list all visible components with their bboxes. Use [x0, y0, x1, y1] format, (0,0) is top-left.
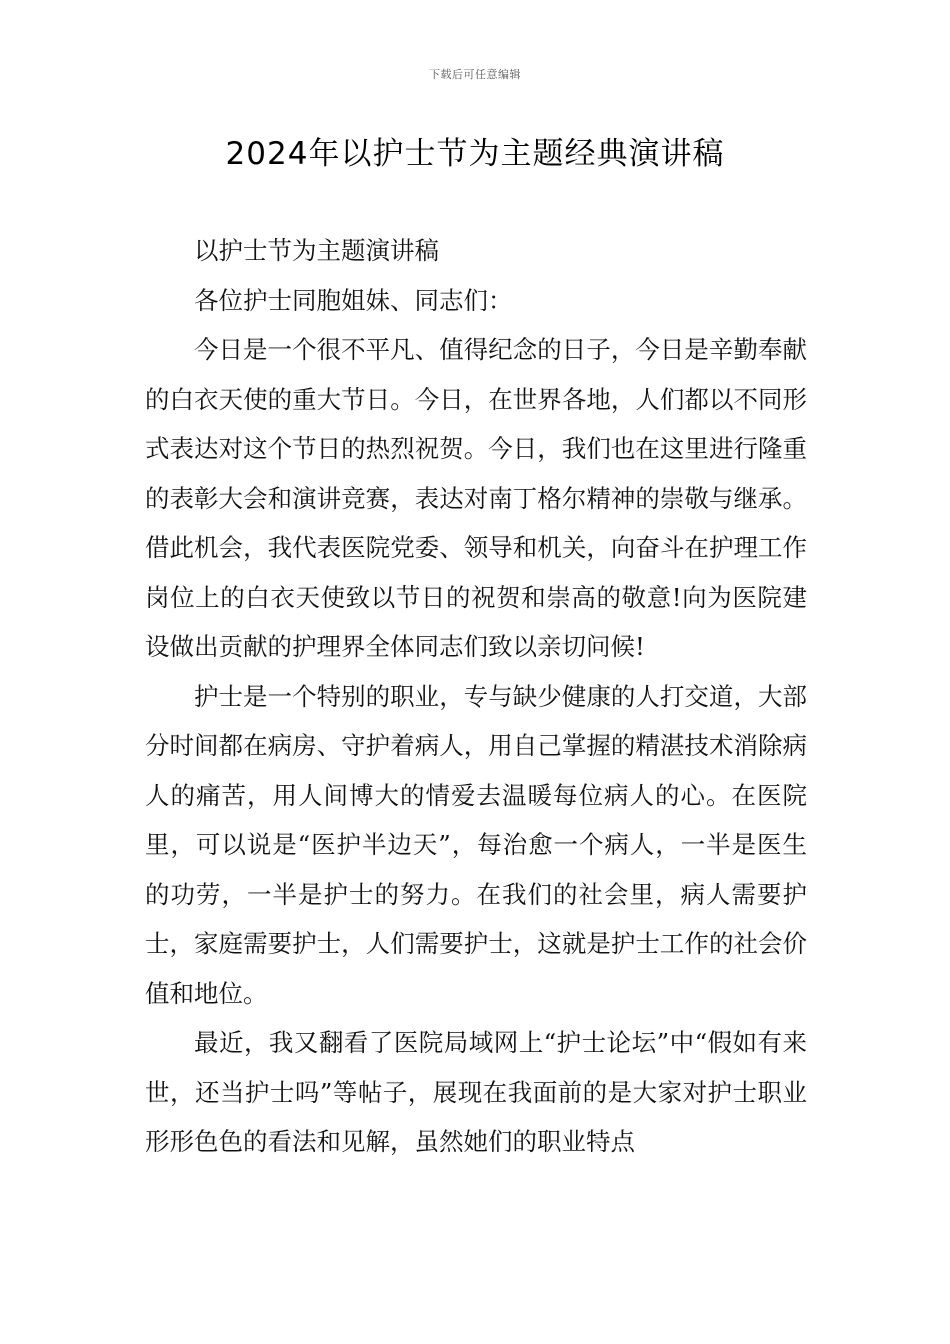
document-title: 2024年以护士节为主题经典演讲稿: [225, 136, 725, 172]
salutation: 各位护士同胞姐妹、同志们：: [194, 285, 513, 315]
speech-subtitle: 以护士节为主题演讲稿: [194, 236, 439, 265]
paragraph-forum: 最近，我又翻看了医院局域网上“护士论坛”中“假如有来世，还当护士吗”等帖子，展现在我面前的是大家对护士职业形形色色的看法和见解，虽然她们的职业特点: [145, 1028, 807, 1156]
paragraph-opening: 今日是一个很不平凡、值得纪念的日子，今日是辛勤奉献的白衣天使的重大节日。今日，在世界各地，人们都以不同形式表达对这个节日的热烈祝贺。今日，我们也在这里进行隆重的表彰大会和演讲竞赛，表达对南丁格尔精神的崇敬与继承。借此机会，我代表医院党委、领导和机关，向奋斗在护理工作岗位上的白衣天使致以节日的祝贺和崇高的敬意!向为医院建设做出贡献的护理界全体同志们致以亲切问候!: [145, 335, 807, 661]
header-note: 下载后可任意编辑: [429, 68, 521, 81]
paragraph-nurse-profession: 护士是一个特别的职业，专与缺少健康的人打交道，大部分时间都在病房、守护着病人，用自己掌握的精湛技术消除病人的痛苦，用人间博大的情爱去温暖每位病人的心。在医院里，可以说是“医护半边天”，每治愈一个病人，一半是医生的功劳，一半是护士的努力。在我们的社会里，病人需要护士，家庭需要护士，人们需要护士，这就是护士工作的社会价值和地位。: [145, 681, 807, 1008]
document-body: [145, 226, 807, 1167]
